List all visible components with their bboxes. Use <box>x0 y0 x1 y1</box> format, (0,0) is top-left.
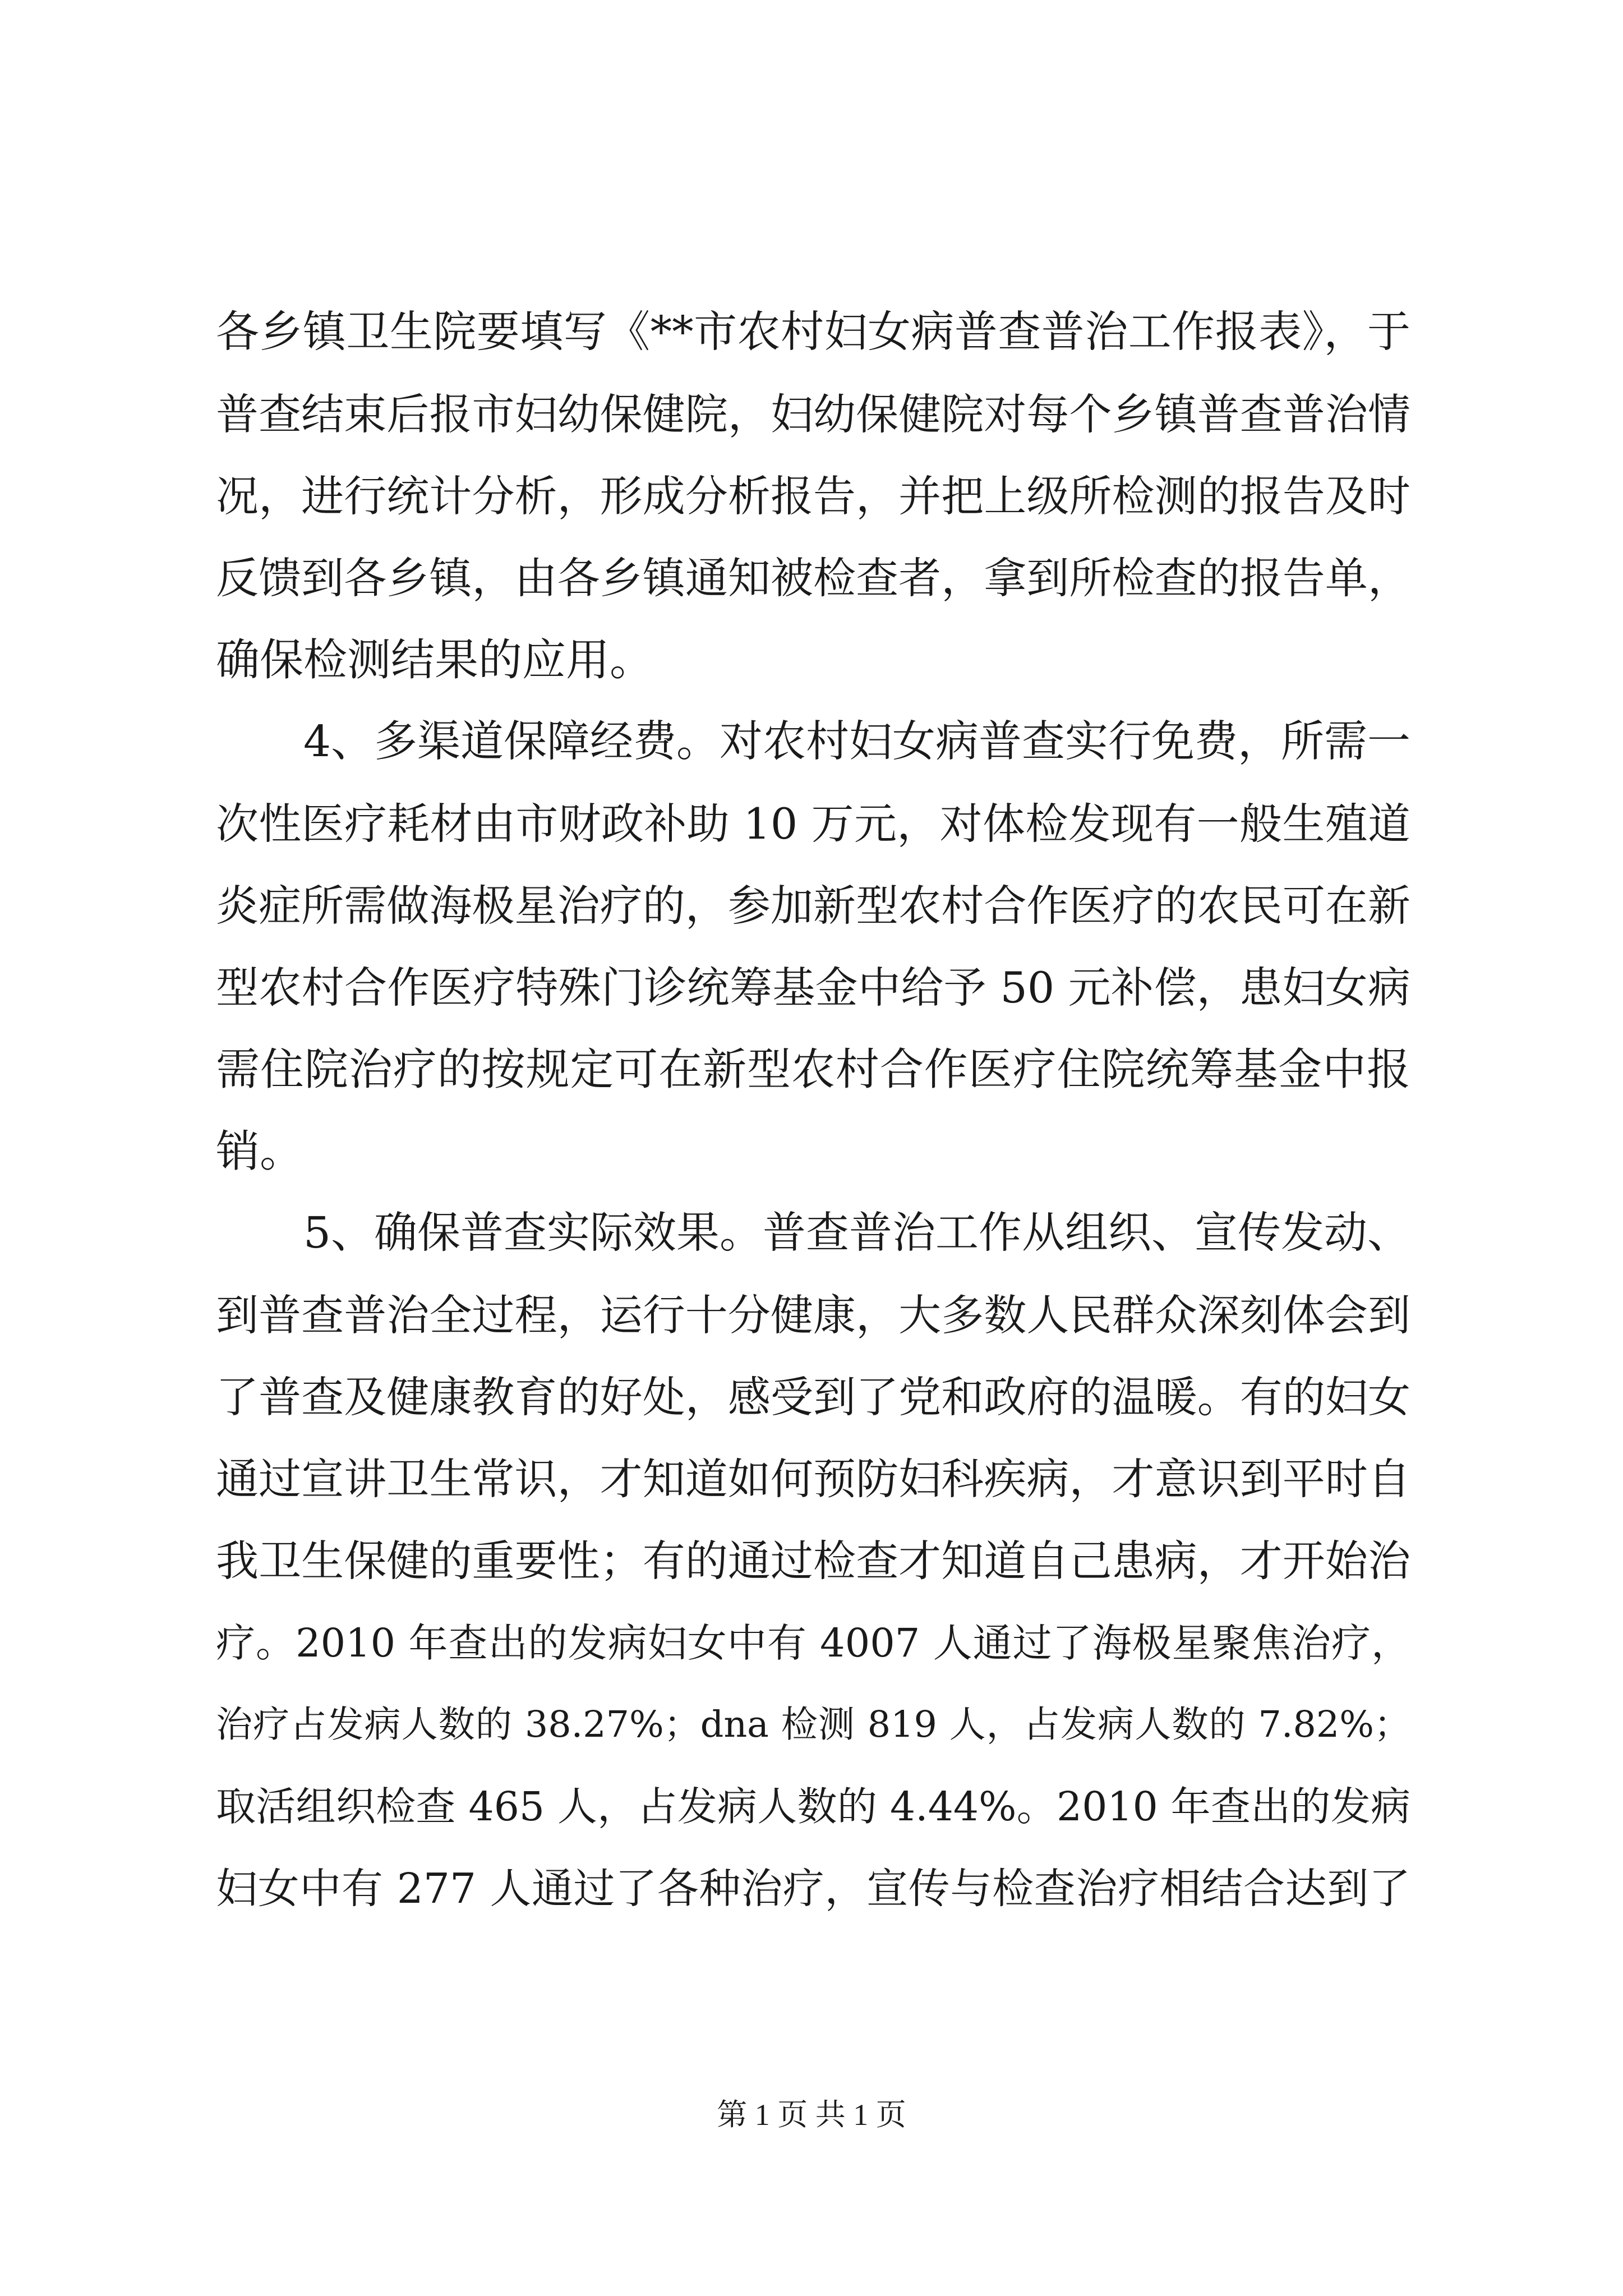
text-line: 疗。2010 年查出的发病妇女中有 4007 人通过了海极星聚焦治疗， <box>216 1620 1410 1666</box>
text-line: 4、多渠道保障经费。对农村妇女病普查实行免费，所需一 <box>303 717 1410 767</box>
text-line: 需住院治疗的按规定可在新型农村合作医疗住院统筹基金中报 <box>216 1045 1410 1095</box>
text-line: 各乡镇卫生院要填写《**市农村妇女病普查普治工作报表》，于 <box>216 307 1410 357</box>
text-line: 炎症所需做海极星治疗的，参加新型农村合作医疗的农民可在新 <box>216 881 1410 931</box>
document-body <box>216 292 1410 1930</box>
page-footer: 第 1 页 共 1 页 <box>717 2098 906 2132</box>
text-line: 到普查普治全过程，运行十分健康，大多数人民群众深刻体会到 <box>216 1290 1410 1340</box>
text-line: 确保检测结果的应用。 <box>216 635 654 685</box>
text-line: 通过宣讲卫生常识，才知道如何预防妇科疾病，才意识到平时自 <box>216 1454 1410 1504</box>
text-line: 了普查及健康教育的好处，感受到了党和政府的温暖。有的妇女 <box>216 1372 1410 1422</box>
text-line: 我卫生保健的重要性；有的通过检查才知道自己患病，才开始治 <box>216 1536 1410 1586</box>
text-line: 5、确保普查实际效果。普查普治工作从组织、宣传发动、 <box>303 1208 1410 1258</box>
text-line: 妇女中有 277 人通过了各种治疗，宣传与检查治疗相结合达到了 <box>216 1865 1410 1913</box>
text-line: 取活组织检查 465 人，占发病人数的 4.44%。2010 年查出的发病 <box>216 1783 1410 1830</box>
text-line: 普查结束后报市妇幼保健院，妇幼保健院对每个乡镇普查普治情 <box>216 389 1410 439</box>
text-line: 况，进行统计分析，形成分析报告，并把上级所检测的报告及时 <box>216 471 1410 521</box>
text-line: 销。 <box>216 1126 304 1177</box>
text-line: 次性医疗耗材由市财政补助 10 万元，对体检发现有一般生殖道 <box>216 799 1410 849</box>
text-line: 型农村合作医疗特殊门诊统筹基金中给予 50 元补偿，患妇女病 <box>216 963 1410 1013</box>
text-line: 反馈到各乡镇，由各乡镇通知被检查者，拿到所检查的报告单， <box>216 553 1410 603</box>
text-line: 治疗占发病人数的 38.27%；dna 检测 819 人，占发病人数的 7.82%； <box>216 1704 1410 1746</box>
